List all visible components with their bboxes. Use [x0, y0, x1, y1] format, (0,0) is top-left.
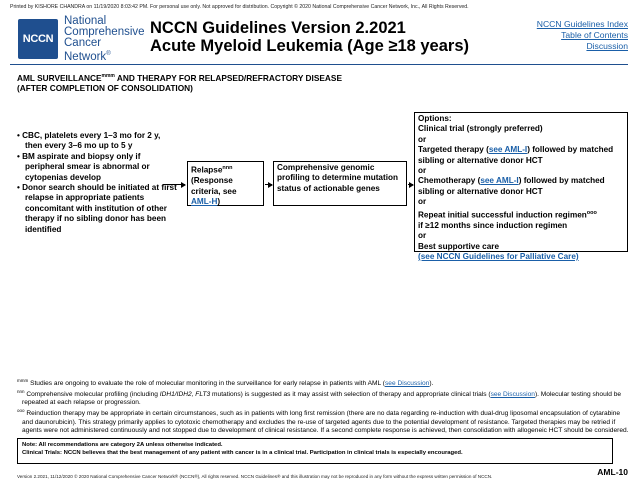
treatment-options-box	[414, 112, 628, 262]
discussion-link[interactable]: Discussion	[586, 41, 628, 51]
footnote-ref: mmm	[101, 73, 115, 79]
section-heading-line2: (AFTER COMPLETION OF CONSOLIDATION)	[17, 82, 193, 93]
note-clinical-trials: Clinical Trials: NCCN believes that the best management of any patient with cancer is in a clinical trial. Participation in clinical trials is especially encouraged.	[22, 450, 463, 456]
footnote-ref: ooo	[586, 209, 597, 216]
surveillance-item: • CBC, platelets every 1–3 mo for 2 y, then every 3–6 mo up to 5 y	[17, 131, 161, 151]
logo-line-network: Network	[64, 50, 107, 63]
header-divider	[10, 64, 628, 65]
footnote-ref: nnn	[222, 165, 233, 171]
page-id: AML-10	[597, 467, 628, 477]
footnote-text: ). Molecular testing should be repeated at each relapse or progression.	[22, 391, 622, 407]
footnotes	[17, 377, 629, 435]
option-text: Chemotherapy (	[418, 176, 481, 186]
footnote-marker: ooo	[17, 408, 25, 414]
nccn-logo[interactable]	[18, 19, 58, 59]
surveillance-list	[17, 131, 177, 235]
print-notice: Printed by KISHORE CHANDRA on 11/19/2020 8:03:42 PM. For personal use only. Not approved for distribution. Copyright © 2020 National Comprehensive Cancer Network, Inc., All Rights Reserved.	[10, 4, 469, 10]
logo-line	[64, 49, 145, 63]
logo-line: National	[64, 15, 107, 27]
flow-arrow	[163, 184, 185, 185]
option-or: or	[418, 197, 427, 207]
table-of-contents-link[interactable]: Table of Contents	[561, 30, 628, 40]
section-heading-line1	[17, 71, 342, 83]
option-or: or	[418, 231, 427, 241]
option-clinical-trial: Clinical trial (strongly preferred)	[418, 124, 543, 134]
option-best-supportive-care: Best supportive care	[418, 241, 499, 251]
guideline-version-title: NCCN Guidelines Version 2.2021	[150, 19, 406, 37]
note-category: Note: All recommendations are category 2A unless otherwise indicated.	[22, 442, 223, 448]
options-heading: Options:	[418, 114, 452, 123]
note-box	[17, 438, 613, 464]
logo-mark: NCCN	[22, 33, 54, 45]
paren: )	[217, 196, 221, 206]
footnote-text: ).	[429, 380, 434, 388]
flow-arrow	[408, 184, 413, 185]
flow-arrow	[265, 184, 272, 185]
option-or: or	[418, 134, 427, 144]
option-text: Targeted therapy (	[418, 145, 489, 155]
option-repeat-condition: if ≥12 months since induction regimen	[418, 220, 568, 230]
relapse-label	[191, 163, 260, 176]
footnote-marker: nnn	[17, 389, 25, 395]
relapse-line: criteria, see	[191, 186, 237, 196]
aml-i-link[interactable]: see AML-I	[480, 176, 519, 186]
option-text: ) followed by matched sibling or alternative donor HCT	[418, 176, 605, 196]
aml-h-link[interactable]: AML-H	[191, 196, 218, 206]
option-repeat-induction	[418, 208, 624, 221]
aml-i-link[interactable]: see AML-I	[488, 145, 528, 155]
footnote-text: Studies are ongoing to evaluate the role of molecular monitoring in the surveillance for early relapse in patients with AML (	[28, 380, 385, 388]
relapse-line	[191, 197, 260, 207]
footnote-nnn	[17, 388, 629, 407]
logo-line: Cancer	[64, 37, 102, 49]
section-heading-text-rest: AND THERAPY FOR RELAPSED/REFRACTORY DISEASE	[114, 72, 342, 83]
genomic-profiling-box: Comprehensive genomic profiling to determine mutation status of actionable genes	[273, 161, 407, 206]
option-text: ) followed by matched sibling or alternative donor HCT	[418, 145, 614, 165]
version-footer: Version 2.2021, 11/12/2020 © 2020 National Comprehensive Cancer Network® (NCCN®), All rights reserved. NCCN Guidelines® and this illustration may not be reproduced in any form without the express written permission of NCCN.	[17, 474, 493, 479]
footnote-ooo	[17, 407, 629, 434]
discussion-link-inline[interactable]: see Discussion	[385, 380, 430, 388]
relapse-text: Relapse	[191, 165, 223, 175]
guideline-topic-title: Acute Myeloid Leukemia (Age ≥18 years)	[150, 37, 470, 55]
surveillance-item: • Donor search should be initiated at first relapse in appropriate patients concomitant with institution of other therapy if no sibling donor has been identified	[17, 183, 177, 234]
footnote-text: mutations) is suggested as it may assist with selection of therapy and appropriate clinical trials (	[210, 391, 491, 399]
guidelines-index-link[interactable]: NCCN Guidelines Index	[536, 19, 628, 29]
logo-wordmark	[64, 16, 145, 63]
header-nav-links	[537, 19, 628, 52]
option-chemotherapy	[418, 176, 624, 197]
logo-line: Comprehensive	[64, 26, 145, 38]
option-or: or	[418, 166, 427, 176]
surveillance-item: • BM aspirate and biopsy only if peripheral smear is abnormal or cytopenias develop	[17, 151, 150, 182]
option-text: Repeat initial successful induction regimen	[418, 210, 587, 220]
footnote-text: Comprehensive molecular profiling (including	[24, 391, 160, 399]
palliative-care-link[interactable]: (see NCCN Guidelines for Palliative Care)	[418, 252, 579, 262]
discussion-link-inline[interactable]: see Discussion	[490, 391, 535, 399]
section-heading-text: AML SURVEILLANCE	[17, 72, 102, 83]
relapse-box	[187, 161, 264, 206]
footnote-text: Reinduction therapy may be appropriate in certain circumstances, such as in patients with long first remission (there are no data regarding re-induction with dual-drug liposomal encapsulation of cytarabine and daunorubicin). This strategy primarily applies to cytotoxic chemotherapy and excludes the re-use of targeted agents due to the potential development of resistance. Targeted therapies may be retried if agents were not administered continuously and not stopped due to development of clinical resistance. If a second complete response is achieved, then consolidation with allogeneic HCT should be considered.	[22, 410, 629, 434]
footnote-mmm	[17, 377, 629, 388]
gene-names: IDH1/IDH2, FLT3	[159, 391, 211, 399]
registered-mark: ®	[106, 51, 111, 57]
option-targeted-therapy	[418, 145, 624, 166]
footnote-marker: mmm	[17, 378, 29, 383]
relapse-line: (Response	[191, 176, 233, 186]
section-heading	[17, 71, 342, 93]
